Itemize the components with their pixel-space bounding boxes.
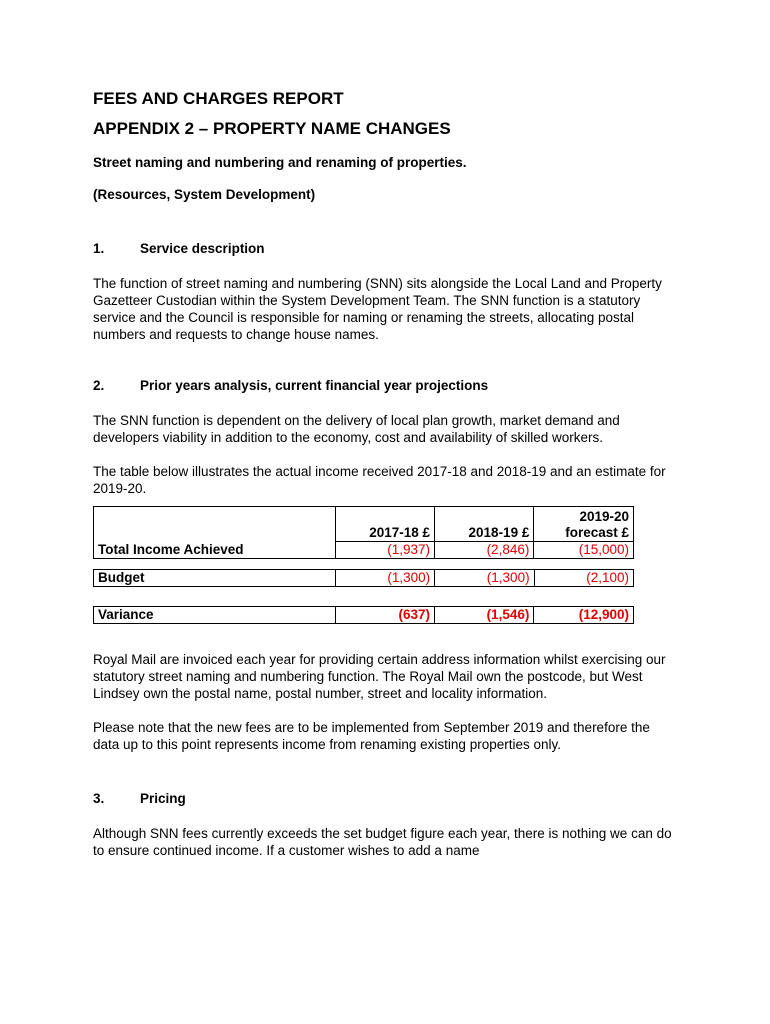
- budget-label: Budget: [94, 570, 336, 587]
- variance-label: Variance: [94, 607, 336, 624]
- income-label: Total Income Achieved: [94, 507, 336, 559]
- variance-2017: (637): [335, 607, 434, 624]
- col-header-2019: [534, 507, 634, 542]
- section-2-para-4: Please note that the new fees are to be implemented from September 2019 and therefore the data up to this point represents income from renaming existing properties only.: [93, 720, 650, 752]
- income-2019: (15,000): [534, 542, 634, 559]
- variance-2019: (12,900): [534, 607, 634, 624]
- variance-2018: (1,546): [434, 607, 533, 624]
- appendix-title: APPENDIX 2 – PROPERTY NAME CHANGES: [93, 119, 451, 138]
- department: (Resources, System Development): [93, 187, 316, 202]
- section-1-text: The function of street naming and numbering (SNN) sits alongside the Local Land and Property Gazetteer Custodian within the System Development Team. The SNN function is a statutory service and the Council is responsible for naming or renaming the streets, allocating postal numbers and requests to change house names.: [93, 276, 662, 342]
- section-2-para-2: The table below illustrates the actual income received 2017-18 and 2018-19 and an estimate for 2019-20.: [93, 464, 666, 496]
- income-2018: (2,846): [435, 542, 534, 559]
- section-title: Prior years analysis, current financial year projections: [140, 378, 489, 393]
- income-2017: (1,937): [335, 542, 434, 559]
- section-number: 1.: [93, 241, 105, 256]
- section-2-para-3: Royal Mail are invoiced each year for providing certain address information whilst exercising our statutory street naming and numbering function. The Royal Mail own the postcode, but West Lindsey own the postal name, postal number, street and locality information.: [93, 652, 666, 701]
- section-3-heading: [93, 790, 673, 808]
- subtitle: Street naming and numbering and renaming of properties.: [93, 155, 467, 170]
- section-title: Service description: [140, 241, 265, 256]
- col-header-2017: 2017-18 £: [335, 507, 434, 542]
- section-number: 3.: [93, 791, 105, 806]
- budget-table: [93, 569, 634, 587]
- document-page: [93, 88, 673, 859]
- col-header-2019-line2: forecast £: [565, 525, 629, 540]
- table-row: [94, 507, 634, 542]
- section-number: 2.: [93, 378, 105, 393]
- section-2-para-1: The SNN function is dependent on the delivery of local plan growth, market demand and developers viability in addition to the economy, cost and availability of skilled workers.: [93, 413, 620, 445]
- variance-table: [93, 606, 634, 624]
- budget-2018: (1,300): [435, 570, 534, 587]
- report-title: FEES AND CHARGES REPORT: [93, 89, 344, 108]
- section-2-heading: [93, 377, 673, 395]
- budget-2019: (2,100): [534, 570, 633, 587]
- col-header-2018: 2018-19 £: [435, 507, 534, 542]
- col-header-2019-line1: 2019-20: [579, 509, 629, 524]
- budget-2017: (1,300): [335, 570, 434, 587]
- table-row: [94, 570, 634, 587]
- section-3-text: Although SNN fees currently exceeds the set budget figure each year, there is nothing we can do to ensure continued income. If a customer wishes to add a name: [93, 826, 672, 858]
- section-1-heading: [93, 240, 673, 258]
- section-title: Pricing: [140, 791, 186, 806]
- table-row: [94, 607, 634, 624]
- income-table: [93, 506, 634, 559]
